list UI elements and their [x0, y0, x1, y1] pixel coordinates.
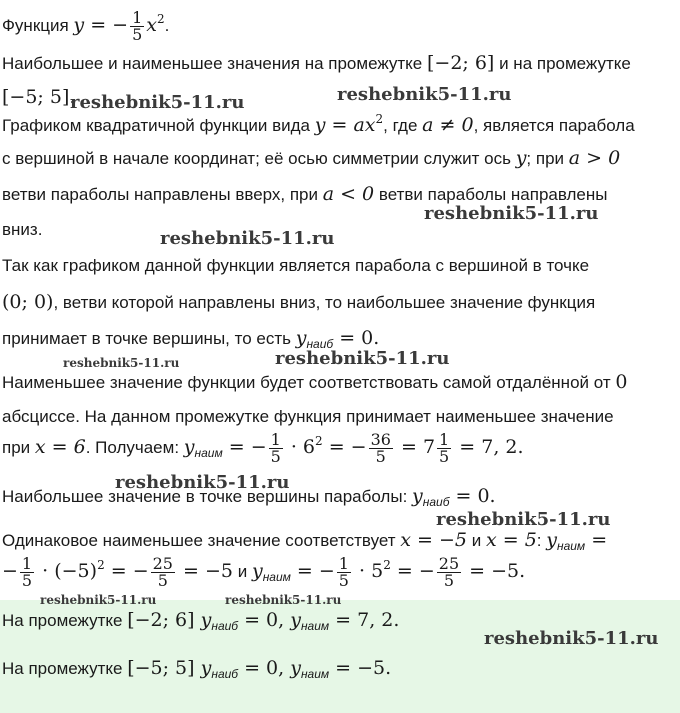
watermark: reshebnik5-11.ru — [275, 348, 450, 369]
text: ветви параболы направлены — [374, 185, 608, 204]
interval: [−5; 5] — [127, 657, 195, 679]
solution-line — [2, 529, 607, 553]
denominator: 5 — [439, 447, 450, 466]
fraction — [151, 556, 175, 589]
formula: = −5. — [329, 657, 392, 679]
text: Так как графиком данной функции является парабола с вершиной в точке — [2, 256, 590, 275]
subscript: наиб — [422, 495, 450, 509]
formula: = 0. — [449, 485, 496, 507]
formula: y — [290, 657, 301, 679]
watermark: reshebnik5-11.ru — [225, 593, 342, 607]
subscript: наим — [300, 619, 330, 633]
text: , ветви которой направлены вниз, то наибольшее значение функция — [53, 293, 596, 312]
formula: x = 5 — [485, 529, 537, 551]
fraction — [437, 556, 461, 589]
denominator: 5 — [270, 447, 281, 466]
theory-line — [2, 112, 635, 136]
text: при — [2, 437, 35, 457]
formula: y — [183, 435, 195, 458]
formula: = 7 — [394, 435, 436, 458]
numerator: 1 — [132, 8, 143, 27]
formula: · 5 — [352, 559, 384, 582]
watermark: reshebnik5-11.ru — [436, 509, 611, 530]
subscript: наиб — [306, 337, 334, 351]
denominator: 5 — [443, 571, 455, 590]
text: Графиком квадратичной функции вида — [2, 116, 315, 135]
text: . — [164, 15, 170, 35]
subscript: наим — [556, 539, 586, 553]
exponent: 2 — [315, 433, 323, 448]
subscript: наим — [194, 445, 223, 460]
text: Наибольшее и наименьшее значения на промежутке — [2, 54, 427, 73]
formula: = − — [322, 435, 367, 458]
formula: y — [412, 485, 423, 507]
denominator: 5 — [375, 447, 386, 466]
text: ; при — [526, 149, 569, 168]
formula: y — [546, 529, 557, 551]
watermark: reshebnik5-11.ru — [484, 628, 659, 649]
formula: x = 6 — [34, 435, 86, 458]
solution-line — [2, 291, 595, 313]
fraction — [337, 556, 351, 589]
formula: y = − — [73, 13, 129, 36]
theory-line — [2, 147, 620, 169]
text: На промежутке — [2, 611, 128, 630]
text: Наименьшее значение функции будет соответствовать самой отдалённой от — [2, 373, 616, 392]
formula: = − — [390, 559, 435, 582]
denominator: 5 — [338, 571, 349, 590]
denominator: 5 — [157, 571, 168, 590]
fraction — [20, 556, 34, 589]
subscript: наиб — [211, 667, 239, 681]
formula: a > 0 — [568, 147, 621, 169]
formula: · (−5) — [36, 559, 98, 582]
formula: y — [194, 657, 212, 679]
interval: [−5; 5]. — [2, 86, 76, 108]
solution-line — [2, 371, 627, 393]
watermark: reshebnik5-11.ru — [337, 84, 512, 105]
numerator: 36 — [370, 430, 391, 449]
watermark: reshebnik5-11.ru — [40, 593, 157, 607]
subscript: наим — [300, 667, 330, 681]
fraction — [437, 432, 451, 465]
theory-line — [2, 183, 607, 205]
formula: y — [290, 609, 301, 631]
watermark: reshebnik5-11.ru — [115, 472, 290, 493]
solution-line — [2, 256, 589, 276]
formula: · 6 — [284, 435, 316, 458]
exponent: 2 — [383, 557, 391, 572]
subscript: наиб — [211, 619, 239, 633]
text: : — [536, 531, 547, 550]
denominator: 5 — [132, 25, 143, 44]
formula: y — [295, 327, 307, 349]
formula: y = ax — [314, 114, 376, 136]
text: , где — [383, 116, 423, 135]
function-statement — [2, 10, 169, 43]
text: На промежутке — [2, 659, 128, 678]
text: и — [233, 561, 252, 581]
formula: = −5 — [176, 559, 233, 582]
interval: [−2; 6] — [127, 609, 195, 631]
text: ветви параболы направлены вверх, при — [2, 185, 323, 204]
formula: a ≠ 0 — [422, 114, 474, 136]
formula: = − — [290, 559, 335, 582]
watermark: reshebnik5-11.ru — [63, 356, 180, 370]
fraction — [369, 432, 393, 465]
text: и на промежутке — [494, 54, 631, 73]
formula: = — [585, 529, 608, 551]
formula: x = −5 — [400, 529, 468, 551]
point: (0; 0) — [2, 291, 54, 313]
text: вниз. — [2, 220, 43, 239]
answer-line-1 — [2, 609, 399, 633]
formula: = − — [104, 559, 149, 582]
numerator: 1 — [439, 430, 450, 449]
subscript: наим — [262, 569, 291, 584]
numerator: 25 — [152, 554, 173, 573]
calculation-line — [2, 432, 524, 465]
formula: y — [515, 147, 527, 169]
watermark: reshebnik5-11.ru — [424, 203, 599, 224]
text: и — [467, 531, 486, 550]
exponent: 2 — [97, 557, 105, 572]
interval: [−2; 6] — [426, 52, 495, 74]
numerator: 1 — [270, 430, 281, 449]
watermark: reshebnik5-11.ru — [160, 228, 335, 249]
formula: = − — [222, 435, 267, 458]
exponent: 2 — [156, 11, 165, 26]
text: принимает в точке вершины, то есть — [2, 329, 296, 348]
formula: y — [251, 559, 263, 582]
numerator: 1 — [338, 554, 349, 573]
fraction — [130, 10, 144, 43]
fraction — [269, 432, 283, 465]
theory-line — [2, 220, 42, 240]
answer-line-2 — [2, 657, 391, 681]
formula: = 7, 2. — [453, 435, 524, 458]
formula: = 0, — [238, 609, 291, 631]
solution-line — [2, 407, 614, 427]
formula: x — [146, 13, 157, 36]
task-line — [2, 86, 75, 108]
numerator: 25 — [438, 554, 460, 573]
formula: = −5. — [463, 559, 526, 582]
text: абсциссе. На данном промежутке функция принимает наименьшее значение — [2, 407, 614, 426]
formula: − — [2, 559, 18, 582]
denominator: 5 — [21, 571, 33, 590]
formula: = 0. — [333, 327, 380, 349]
text: Одинаковое наименьшее значение соответствует — [2, 531, 401, 550]
formula: 0 — [615, 371, 628, 393]
numerator: 1 — [21, 554, 33, 573]
formula: = 0, — [238, 657, 291, 679]
task-line — [2, 52, 631, 74]
text: Наибольшее значение в точке вершины параболы: — [2, 487, 413, 506]
text: . Получаем: — [85, 437, 184, 457]
calculation-line — [2, 556, 525, 589]
text: с вершиной в начале координат; её осью симметрии служит ось — [2, 149, 516, 168]
formula: y — [194, 609, 212, 631]
formula: a < 0 — [322, 183, 375, 205]
text: Функция — [2, 15, 74, 35]
formula: = 7, 2. — [329, 609, 400, 631]
watermark: reshebnik5-11.ru — [70, 92, 245, 113]
exponent: 2 — [375, 112, 384, 126]
text: , является парабола — [473, 116, 635, 135]
